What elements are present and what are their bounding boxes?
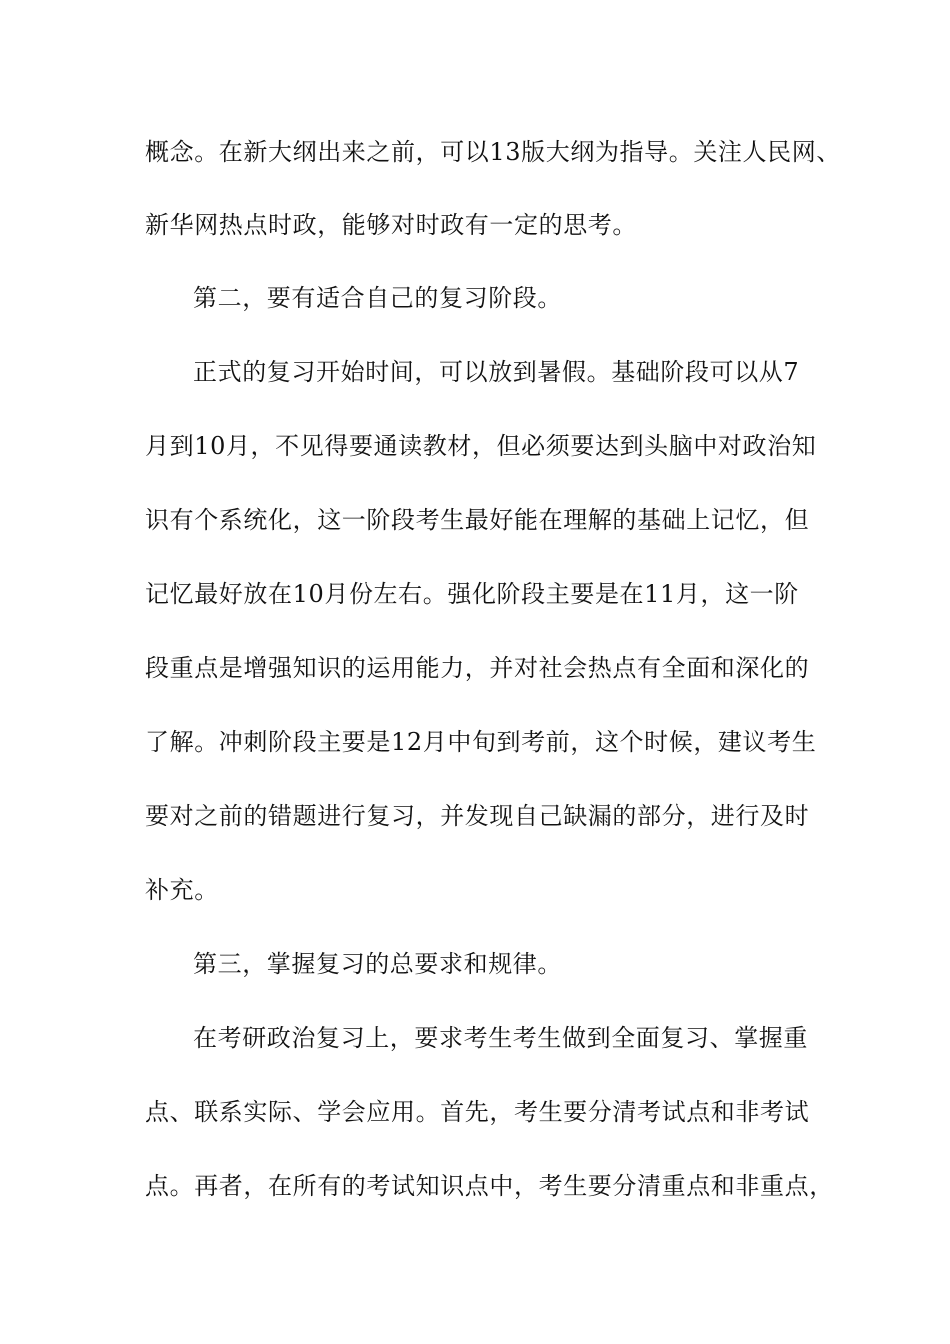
text-line: 记忆最好放在10月份左右。强化阶段主要是在11月，这一阶 [145,580,799,608]
text-line: 补充。 [145,876,219,904]
text-line: 了解。冲刺阶段主要是12月中旬到考前，这个时候，建议考生 [145,728,817,756]
text-line: 识有个系统化，这一阶段考生最好能在理解的基础上记忆，但 [145,506,810,534]
text-line: 点、联系实际、学会应用。首先，考生要分清考试点和非考试 [145,1098,810,1126]
section-heading: 第二，要有适合自己的复习阶段。 [193,284,562,312]
text-line: 月到10月，不见得要通读教材，但必须要达到头脑中对政治知 [145,432,817,460]
section-heading: 第三，掌握复习的总要求和规律。 [193,950,562,978]
text-line: 新华网热点时政，能够对时政有一定的思考。 [145,211,637,239]
text-line: 正式的复习开始时间，可以放到暑假。基础阶段可以从7 [193,358,800,386]
text-line: 在考研政治复习上，要求考生考生做到全面复习、掌握重 [193,1024,808,1052]
text-line: 概念。在新大纲出来之前，可以13版大纲为指导。关注人民网、 [145,138,841,166]
text-line: 要对之前的错题进行复习，并发现自己缺漏的部分，进行及时 [145,802,810,830]
text-line: 点。再者，在所有的考试知识点中，考生要分清重点和非重点， [145,1172,834,1200]
text-line: 段重点是增强知识的运用能力，并对社会热点有全面和深化的 [145,654,810,682]
